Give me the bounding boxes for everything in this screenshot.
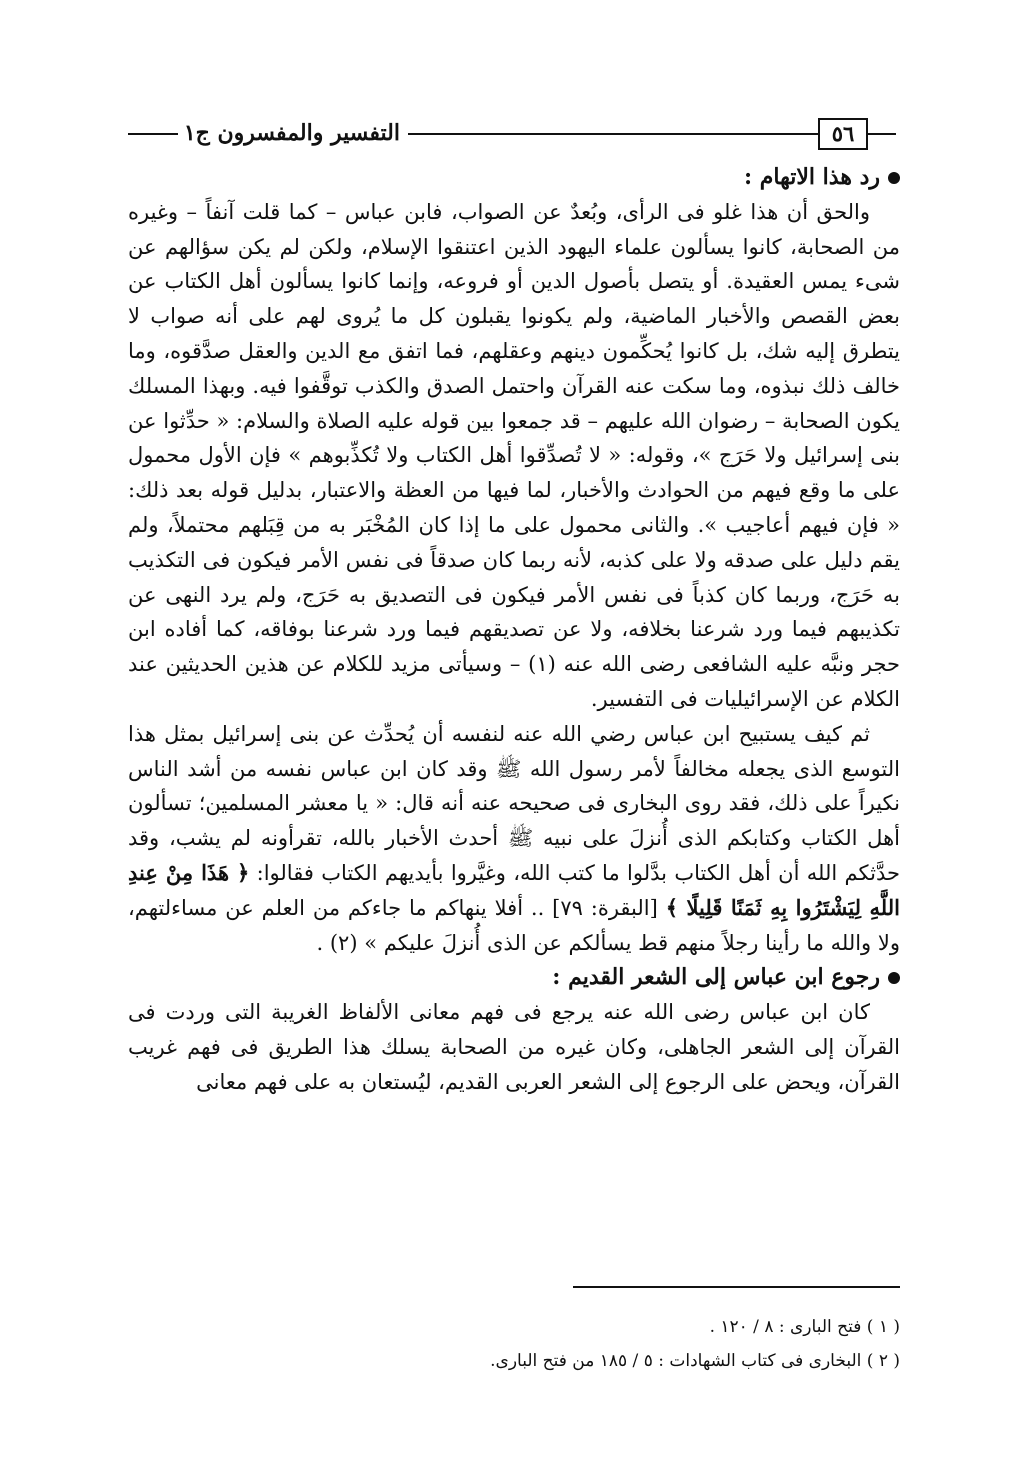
quran-verse: ﴿ هَذَا مِنْ عِندِ اللَّهِ لِيَشْتَرُوا بِهِ ثَمَنًا قَلِيلًا ﴾ <box>128 859 900 920</box>
footnote-2: ( ٢ ) البخارى فى كتاب الشهادات : ٥ / ١٨٥ من فتح البارى. <box>490 1351 900 1371</box>
page-header <box>128 118 896 148</box>
paragraph-poetry: كان ابن عباس رضى الله عنه يرجع فى فهم معانى الألفاظ الغريبة التى وردت فى القرآن إلى الشعر الجاهلى، وكان غيره من الصحابة يسلك هذا الطريق فى فهم غريب القرآن، ويحض على الرجوع إلى الشعر العربى القديم، ليُستعان به على فهم معانى <box>128 1000 900 1094</box>
paragraph-ibn-abbas-objection: ثم كيف يستبيح ابن عباس رضي الله عنه لنفسه أن يُحدِّث عن بنى إسرائيل بمثل هذا التوسع الذى يجعله مخالفاً لأمر رسول الله ﷺ وقد كان ابن عباس نفسه من أشد الناس نكيراً على ذلك، فقد روى البخارى فى صحيحه عنه أنه قال: « يا معشر المسلمين؛ تسألون أهل الكتاب وكتابكم الذى أُنزلَ على نبيه ﷺ أحدث الأخبار بالله، تقرأونه لم يشب، وقد حدَّثكم الله أن أهل الكتاب بدَّلوا ما كتب الله، وغيَّروا بأيديهم الكتاب فقالوا: ﴿ هَذَا مِنْ عِندِ اللَّهِ لِيَشْتَرُوا بِهِ ثَمَنًا قَلِيلًا ﴾ [البقرة: ٧٩] .. أفلا ينهاكم ما جاءكم من العلم عن مساءلتهم، ولا والله ما رأينا رجلاً منهم قط يسألكم عن الذى أُنزلَ عليكم » (٢) . <box>128 721 900 955</box>
header-rule-left <box>128 133 178 135</box>
running-title: التفسير والمفسرون ج١ <box>183 120 400 146</box>
section-heading-rebuttal: رد هذا الاتهام : <box>128 160 900 195</box>
header-rule-middle <box>408 133 818 135</box>
page-number: ٥٦ <box>818 118 868 150</box>
bullet-icon <box>888 172 900 184</box>
bullet-icon <box>888 972 900 984</box>
footnote-divider <box>573 1286 900 1288</box>
body-text <box>128 160 900 1100</box>
section-heading-poetry: رجوع ابن عباس إلى الشعر القديم : <box>128 960 900 995</box>
header-rule-right <box>866 133 896 135</box>
paragraph-rebuttal: والحق أن هذا غلو فى الرأى، وبُعدٌ عن الصواب، فابن عباس – كما قلت آنفاً – وغيره من الصحابة، كانوا يسألون علماء اليهود الذين اعتنقوا الإسلام، ولكن لم يكن سؤالهم عن شىء يمس العقيدة. أو يتصل بأصول الدين أو فروعه، وإنما كانوا يسألون أهل الكتاب عن بعض القصص والأخبار الماضية، ولم يكونوا يقبلون كل ما يُروى لهم على أنه صواب لا يتطرق إليه شك، بل كانوا يُحكِّمون دينهم وعقلهم، فما اتفق مع الدين والعقل صدَّقوه، وما خالف ذلك نبذوه، وما سكت عنه القرآن واحتمل الصدق والكذب توقَّفوا فيه. وبهذا المسلك يكون الصحابة – رضوان الله عليهم – قد جمعوا بين قوله عليه الصلاة والسلام: « حدِّثوا عن بنى إسرائيل ولا حَرَج »، وقوله: « لا تُصدِّقوا أهل الكتاب ولا تُكذِّبوهم » فإن الأول محمول على ما وقع فيهم من الحوادث والأخبار، لما فيها من العظة والاعتبار، بدليل قوله بعد ذلك: « فإن فيهم أعاجيب ». والثانى محمول على ما إذا كان المُخْبَر به من قِبَلهم محتملاً، ولم يقم دليل على صدقه ولا على كذبه، لأنه ربما كان صدقاً فى نفس الأمر فيكون فى التكذيب به حَرَج، وربما كان كذباً فى نفس الأمر فيكون فى التصديق به حَرَج، ولم يرد النهى عن تكذيبهم فيما ورد شرعنا بخلافه، ولا عن تصديقهم فيما ورد شرعنا بوفاقه، كما أفاده ابن حجر ونبَّه عليه الشافعى رضى الله عنه (١) – وسيأتى مزيد للكلام عن هذين الحديثين عند الكلام عن الإسرائيليات فى التفسير. <box>128 199 900 711</box>
footnote-1: ( ١ ) فتح البارى : ٨ / ١٢٠ . <box>709 1317 900 1337</box>
footnotes <box>128 1310 900 1378</box>
